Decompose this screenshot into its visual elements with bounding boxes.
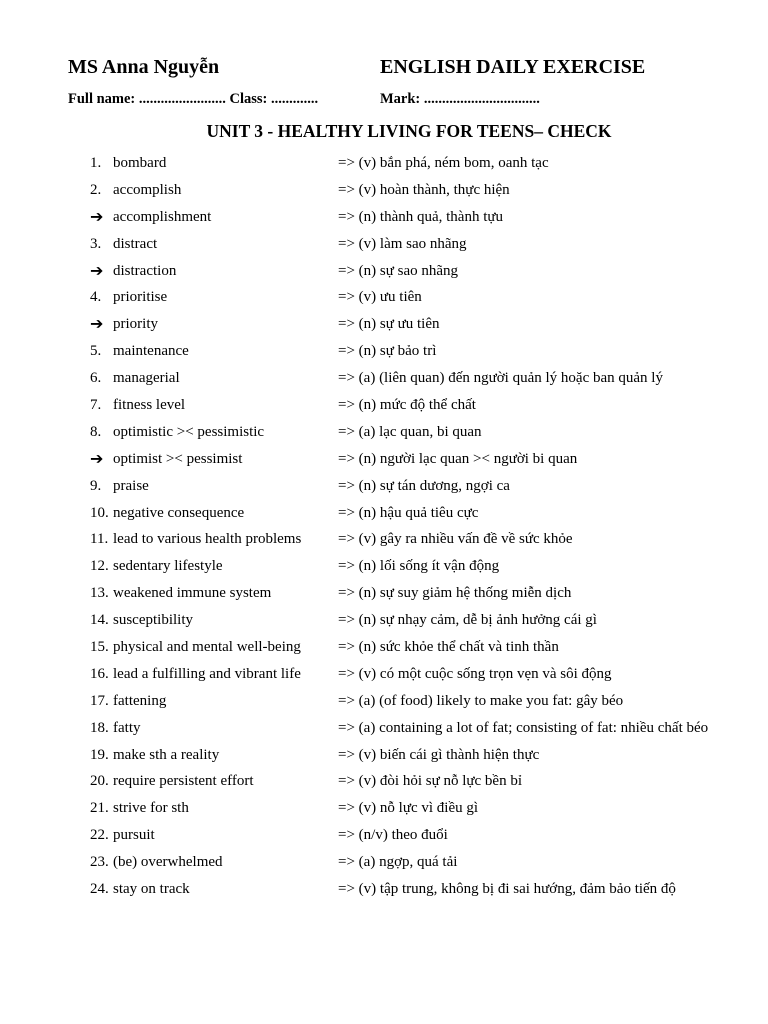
vocab-definition: => (n) hậu quả tiêu cực — [338, 504, 479, 521]
item-number: 17. — [90, 692, 109, 709]
right-arrow-icon: ➔ — [90, 448, 104, 468]
vocab-term: distract — [113, 235, 158, 252]
vocab-row — [0, 179, 768, 206]
vocab-definition: => (v) đòi hỏi sự nỗ lực bền bỉ — [338, 773, 522, 790]
vocab-row — [0, 851, 768, 878]
unit-title: UNIT 3 - HEALTHY LIVING FOR TEENS– CHECK — [206, 121, 612, 141]
vocab-term: susceptibility — [113, 612, 193, 629]
vocab-term: (be) overwhelmed — [113, 854, 223, 871]
item-number: 13. — [90, 585, 109, 602]
vocab-term: lead to various health problems — [113, 531, 302, 548]
item-number: 10. — [90, 504, 109, 521]
vocab-term: optimist >< pessimist — [113, 450, 243, 467]
vocab-row — [0, 582, 768, 609]
vocab-term: bombard — [113, 155, 167, 171]
vocab-definition: => (n) sự sao nhãng — [338, 262, 459, 279]
vocab-row — [0, 744, 768, 771]
vocab-term: fatty — [113, 719, 141, 736]
vocab-term: stay on track — [113, 881, 190, 898]
item-number: 23. — [90, 854, 109, 871]
vocab-term: weakened immune system — [113, 585, 272, 602]
item-number: 9. — [90, 477, 102, 494]
vocab-row — [0, 233, 768, 260]
vocab-definition: => (v) hoàn thành, thực hiện — [338, 181, 510, 198]
vocab-row — [0, 340, 768, 367]
vocab-definition: => (n) sự tán dương, ngợi ca — [338, 477, 510, 494]
vocab-definition: => (a) lạc quan, bi quan — [338, 423, 482, 440]
vocab-term: make sth a reality — [113, 746, 220, 763]
vocab-term: accomplishment — [113, 208, 212, 225]
vocab-term: prioritise — [113, 289, 168, 306]
vocab-definition: => (v) tập trung, không bị đi sai hướng, đảm bảo tiến độ — [338, 881, 676, 898]
item-number: 8. — [90, 423, 102, 440]
item-number: 7. — [90, 397, 102, 414]
vocab-definition: => (n/v) theo đuổi — [338, 827, 448, 844]
vocab-definition: => (v) nỗ lực vì điều gì — [338, 800, 479, 817]
vocab-term: require persistent effort — [113, 773, 254, 790]
teacher-name: MS Anna Nguyễn — [68, 56, 220, 78]
vocab-definition: => (n) thành quả, thành tựu — [338, 208, 504, 225]
vocab-term: optimistic >< pessimistic — [113, 423, 265, 440]
item-number: 16. — [90, 665, 109, 682]
vocab-row — [0, 690, 768, 717]
vocab-row — [0, 717, 768, 744]
vocab-term: fitness level — [113, 397, 186, 414]
vocab-row — [0, 475, 768, 502]
vocab-definition: => (v) biến cái gì thành hiện thực — [338, 746, 540, 763]
vocab-row — [0, 878, 768, 905]
vocab-term: lead a fulfilling and vibrant life — [113, 665, 301, 682]
item-number: 6. — [90, 370, 102, 387]
item-number: 12. — [90, 558, 109, 575]
vocab-definition: => (v) có một cuộc sống trọn vẹn và sôi động — [338, 665, 612, 682]
vocab-definition: => (a) containing a lot of fat; consisting of fat: nhiều chất béo — [338, 719, 709, 736]
vocab-definition: => (a) (of food) likely to make you fat: gây béo — [338, 692, 624, 709]
vocab-definition: => (n) sự nhạy cảm, dễ bị ảnh hưởng cái gì — [338, 612, 597, 629]
item-number: 14. — [90, 612, 109, 629]
vocab-row — [0, 528, 768, 555]
vocab-term: negative consequence — [113, 504, 245, 521]
vocab-term: maintenance — [113, 343, 189, 360]
right-arrow-icon: ➔ — [90, 260, 104, 280]
vocab-term: distraction — [113, 262, 177, 279]
vocab-definition: => (v) bắn phá, ném bom, oanh tạc — [338, 155, 549, 171]
vocab-row — [0, 448, 768, 475]
mark-line: Mark: ................................ — [380, 91, 540, 107]
vocab-definition: => (n) mức độ thể chất — [338, 397, 476, 414]
right-arrow-icon: ➔ — [90, 206, 104, 226]
item-number: 5. — [90, 343, 102, 360]
vocab-term: priority — [113, 316, 158, 333]
vocab-row — [0, 609, 768, 636]
vocab-term: physical and mental well-being — [113, 639, 301, 656]
vocab-row — [0, 555, 768, 582]
vocab-definition: => (n) người lạc quan >< người bi quan — [338, 450, 578, 467]
item-number: 2. — [90, 181, 102, 198]
vocab-row — [0, 502, 768, 529]
vocab-definition: => (n) sự ưu tiên — [338, 316, 440, 333]
item-number: 21. — [90, 800, 109, 817]
item-number: 19. — [90, 746, 109, 763]
item-number: 1. — [90, 155, 102, 171]
item-number: 24. — [90, 881, 109, 898]
vocab-term: accomplish — [113, 181, 182, 198]
vocab-term: sedentary lifestyle — [113, 558, 223, 575]
vocab-row — [0, 663, 768, 690]
exercise-title: ENGLISH DAILY EXERCISE — [380, 56, 646, 78]
item-number: 18. — [90, 719, 109, 736]
vocab-row — [0, 286, 768, 313]
vocab-term: praise — [113, 477, 149, 494]
vocab-definition: => (n) sức khỏe thể chất và tinh thần — [338, 639, 559, 656]
vocab-row — [0, 367, 768, 394]
vocab-definition: => (a) ngợp, quá tải — [338, 854, 458, 871]
vocab-row — [0, 636, 768, 663]
vocab-term: strive for sth — [113, 800, 189, 817]
vocab-definition: => (v) làm sao nhãng — [338, 235, 467, 252]
item-number: 11. — [90, 531, 109, 548]
vocab-term: managerial — [113, 370, 180, 387]
vocab-row — [0, 797, 768, 824]
item-number: 20. — [90, 773, 109, 790]
vocab-row — [0, 260, 768, 287]
vocab-term: pursuit — [113, 827, 155, 844]
vocab-row — [0, 421, 768, 448]
vocabulary-list — [0, 152, 768, 905]
vocab-definition: => (n) sự bảo trì — [338, 343, 437, 360]
vocab-definition: => (v) ưu tiên — [338, 289, 422, 306]
item-number: 15. — [90, 639, 109, 656]
vocab-row — [0, 770, 768, 797]
vocab-row — [0, 313, 768, 340]
full-name-class-line: Full name: ........................ Class: ............. — [68, 91, 319, 107]
vocab-definition: => (a) (liên quan) đến người quản lý hoặc ban quản lý — [338, 370, 663, 387]
item-number: 4. — [90, 289, 102, 306]
item-number: 22. — [90, 827, 109, 844]
vocab-definition: => (n) sự suy giảm hệ thống miễn dịch — [338, 585, 572, 602]
vocab-row — [0, 824, 768, 851]
vocab-row — [0, 206, 768, 233]
vocab-definition: => (n) lối sống ít vận động — [338, 558, 500, 575]
vocab-row — [0, 394, 768, 421]
right-arrow-icon: ➔ — [90, 314, 104, 334]
item-number: 3. — [90, 235, 102, 252]
vocab-row — [0, 152, 768, 179]
vocab-term: fattening — [113, 692, 167, 709]
vocab-definition: => (v) gây ra nhiều vấn đề về sức khỏe — [338, 531, 573, 548]
